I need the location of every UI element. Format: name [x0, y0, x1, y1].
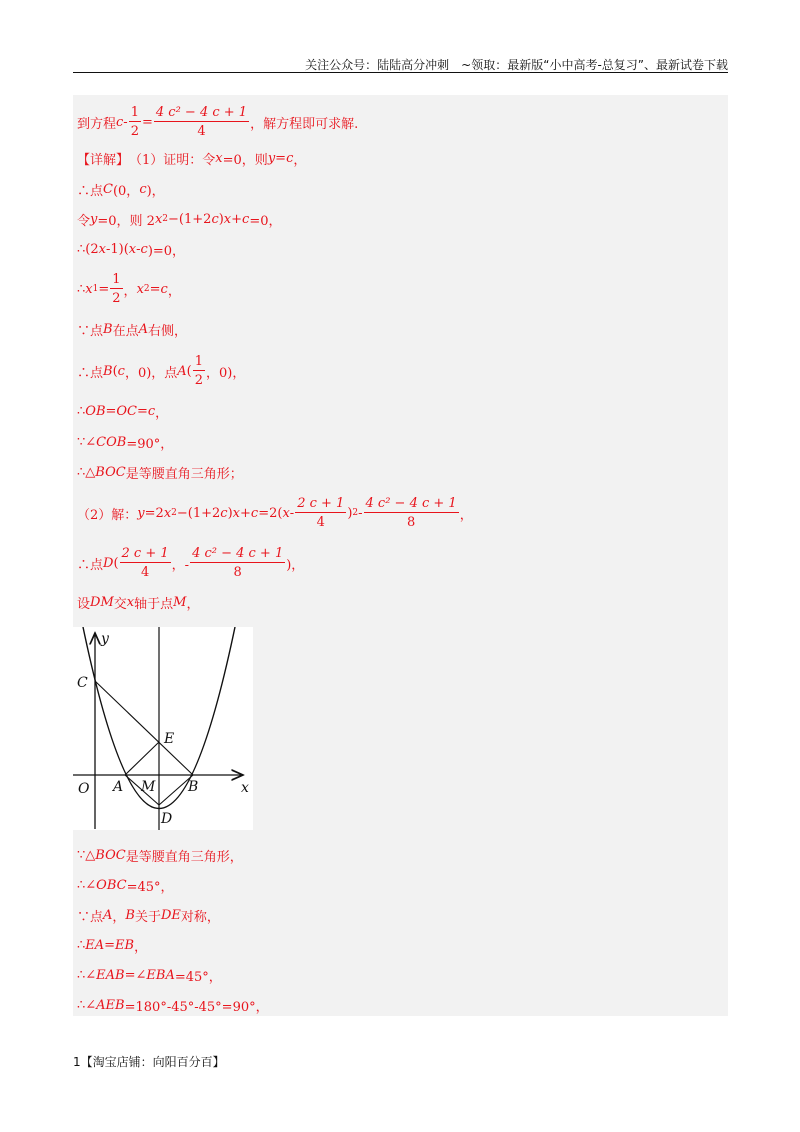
- line-16: ∴∠ OBC =45°，: [77, 877, 174, 895]
- solution-content: [73, 95, 728, 1016]
- line-13: ∴点 D ( $\frac{2 c + 1}{4}$ ，- $\frac{\text{4 c² − 4 c + 1}}{8}$ )，: [77, 546, 305, 580]
- line-10: ∵∠ COB =90°，: [77, 434, 174, 452]
- segment-cb: [95, 681, 193, 775]
- graph-svg: [73, 627, 253, 830]
- label-b: B: [188, 779, 199, 795]
- label-m: M: [141, 779, 156, 795]
- fraction-expression: $\frac{\text{4 c² − 4 c + 1}}{4}$: [155, 105, 248, 139]
- line-8: ∴点 B ( c ，0)，点 A ( $\frac{1}{2}$ ，0)，: [77, 354, 246, 388]
- label-y: y: [101, 631, 109, 647]
- fraction-expression: $\frac{\text{4 c² − 4 c + 1}}{8}$: [192, 546, 284, 580]
- label-a: A: [113, 779, 124, 795]
- label-x: x: [241, 780, 249, 796]
- line-4: 令 y =0，则 2 x 2 −(1+2 c ) x + c =0，: [77, 211, 282, 229]
- fraction-half: $\frac{1}{2}$: [112, 272, 121, 306]
- line-9: ∴ OB=OC=c ，: [77, 403, 169, 421]
- label-o: O: [78, 781, 90, 797]
- line-17: ∵点 A ， B 关于 DE 对称，: [77, 907, 220, 925]
- fraction-half: $\frac{1}{2}$: [130, 105, 139, 139]
- line-5: ∴(2 x -1)( x - c )=0，: [77, 241, 186, 259]
- segment-ae: [125, 742, 159, 775]
- header-rule: [73, 72, 728, 73]
- page-header: 关注公众号：陆陆高分冲刺 ~领取：最新版“小中高考-总复习”、最新试卷下载: [305, 58, 728, 72]
- page-footer: 1【淘宝店铺：向阳百分百】: [73, 1055, 225, 1069]
- line-18: ∴ EA=EB ，: [77, 937, 148, 955]
- line-7: ∵点 B 在点 A 右侧，: [77, 321, 187, 339]
- line-2: 【详解】 （1）证明：令 x =0，则 y = c ，: [77, 150, 307, 168]
- line-3: ∴点 C (0， c )，: [77, 181, 165, 199]
- line-14: 设 DM 交 x 轴于点 M ，: [77, 594, 200, 612]
- line-11: ∴△ BOC 是等腰直角三角形；: [77, 464, 243, 482]
- line-6: ∴ x 1 = $\frac{1}{2}$ ， x 2 = c ，: [77, 272, 181, 306]
- fraction-expression: $\frac{2 c + 1}{4}$: [121, 546, 169, 580]
- label-e: E: [164, 731, 175, 747]
- line-20: ∴∠ AEB =180°-45°-45°=90°，: [77, 997, 269, 1015]
- line-19: ∴∠ EAB =∠ EBA =45°，: [77, 967, 222, 985]
- detail-tag: 【详解】: [77, 152, 130, 168]
- label-d: D: [161, 811, 173, 827]
- label-c: C: [77, 675, 88, 691]
- fraction-half: $\frac{1}{2}$: [194, 354, 204, 388]
- fraction-expression: $\frac{2 c + 1}{4}$: [297, 496, 345, 530]
- line-12: （2）解： y =2 x 2 −(1+2 c ) x + c =2( x - $\frac{2 c + 1}{4}$ ) 2 - $\frac{\text{4 c² − 4 c + 1}}{8}$ ，: [77, 496, 473, 530]
- parabola-graph: [73, 627, 253, 830]
- line-1: 到方程 c - $\frac{1}{2}$ = $\frac{\text{4 c² − 4 c + 1}}{4}$ ，解方程即可求解.: [77, 105, 359, 139]
- fraction-expression: $\frac{\text{4 c² − 4 c + 1}}{8}$: [365, 496, 457, 530]
- line-15: ∵△ BOC 是等腰直角三角形，: [77, 847, 243, 865]
